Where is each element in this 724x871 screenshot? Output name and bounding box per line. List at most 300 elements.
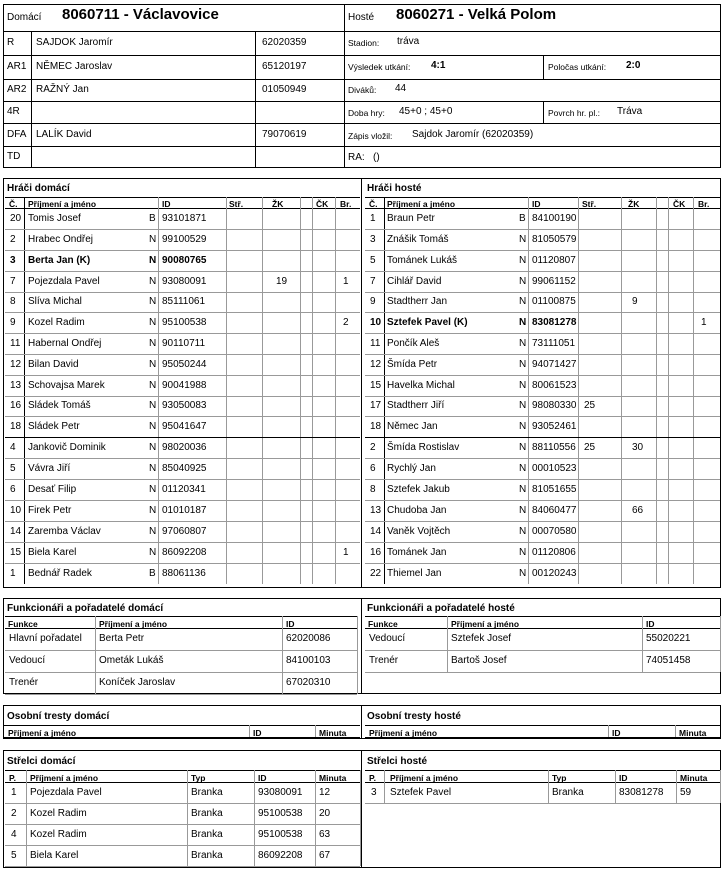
player-position: N (149, 275, 157, 287)
player-position: N (149, 316, 157, 328)
player-id: 98020036 (162, 441, 207, 453)
divider (365, 479, 720, 480)
divider (528, 197, 529, 584)
official-role: 4R (7, 106, 20, 117)
player-position: N (519, 462, 527, 474)
player-name: Sztefek Jakub (387, 483, 450, 495)
player-number: 12 (370, 358, 382, 370)
player-id: 99061152 (532, 275, 576, 287)
player-id: 93101871 (162, 212, 207, 224)
spectators-value: 44 (395, 83, 407, 94)
col-id: ID (612, 728, 621, 738)
divider (608, 725, 609, 737)
player-position: N (149, 525, 157, 537)
player-name: Pojezdala Pavel (28, 275, 100, 287)
player-number: 20 (10, 212, 22, 224)
player-position: N (149, 546, 157, 558)
player-number: 9 (10, 316, 16, 328)
official-id: 62020359 (262, 37, 307, 48)
player-id: 01120807 (532, 254, 576, 266)
player-number: 11 (370, 337, 381, 349)
divider (24, 197, 25, 584)
player-number: 16 (370, 546, 382, 558)
col-role: Funkce (368, 619, 398, 629)
player-name: Rychlý Jan (387, 462, 436, 474)
divider (543, 55, 544, 79)
player-name: Šmída Rostislav (387, 441, 460, 453)
result-label: Výsledek utkání: (348, 62, 411, 72)
player-id: 01120341 (162, 483, 206, 495)
divider (3, 31, 721, 32)
halftime-label: Poločas utkání: (548, 62, 607, 72)
scorers-title: Střelci domácí (7, 756, 76, 767)
functionary-id: 67020310 (286, 677, 331, 688)
player-number: 8 (370, 483, 376, 495)
player-number: 15 (10, 546, 22, 558)
official-role: AR2 (7, 84, 27, 95)
col-name: Příjmení a jméno (451, 619, 520, 629)
player-position: N (519, 504, 527, 516)
player-position: N (519, 296, 527, 307)
player-number: 13 (370, 504, 382, 516)
player-id: 00070580 (532, 525, 577, 537)
divider (249, 725, 250, 737)
col-name: Příjmení a jméno (387, 199, 456, 209)
scorer-name: Kozel Radim (30, 807, 87, 819)
player-id: 81050579 (532, 233, 577, 245)
col-minute: Minuta (679, 728, 707, 738)
official-id: 79070619 (262, 128, 307, 140)
player-position: N (149, 337, 157, 349)
divider (621, 197, 622, 584)
player-position: N (519, 337, 527, 349)
player-id: 01100875 (532, 296, 576, 307)
col-id: ID (258, 773, 267, 783)
divider (344, 123, 721, 124)
col-br: Br. (340, 199, 352, 209)
divider (5, 616, 357, 617)
divider (3, 55, 344, 56)
duration-label: Doba hry: (348, 108, 385, 118)
divider (5, 375, 360, 376)
col-minute: Minuta (319, 728, 347, 738)
player-name: Thiemel Jan (387, 567, 442, 579)
player-id: 98080330 (532, 400, 577, 411)
player-id: 97060807 (162, 525, 207, 537)
divider (5, 628, 357, 629)
player-id: 00010523 (532, 462, 577, 474)
divider (226, 197, 227, 584)
divider (344, 4, 345, 168)
player-name: Jankovič Dominik (28, 441, 106, 453)
players-box (3, 178, 721, 588)
player-name: Stadtherr Jan (387, 296, 448, 307)
col-ck: ČK (316, 199, 329, 209)
official-name: RAŽNÝ Jan (36, 84, 89, 95)
divider (668, 197, 669, 584)
player-name: Chudoba Jan (387, 504, 447, 516)
stadium-value: tráva (397, 36, 420, 47)
divider (365, 616, 720, 617)
player-id: 95041647 (162, 420, 207, 432)
duration-value: 45+0 ; 45+0 (399, 106, 453, 117)
players-title: Hráči domácí (7, 183, 70, 194)
player-id: 93052461 (532, 420, 577, 432)
player-id: 88110556 (532, 441, 576, 453)
official-id: 01050949 (262, 84, 307, 95)
divider (5, 416, 360, 417)
functionary-role: Hlavní pořadatel (9, 633, 82, 644)
col-ck: ČK (673, 199, 686, 209)
divider (365, 803, 720, 804)
player-number: 1 (370, 212, 376, 224)
player-position: N (519, 546, 527, 558)
scorer-order: 3 (371, 786, 377, 798)
player-name: Stadtherr Jiří (387, 400, 445, 411)
scorer-order: 5 (11, 849, 17, 861)
divider (5, 396, 360, 397)
divider (262, 197, 263, 584)
divider (158, 197, 159, 584)
player-number: 14 (370, 525, 382, 537)
player-name: Kozel Radim (28, 316, 85, 328)
player-id: 95050244 (162, 358, 207, 370)
player-name: Hrabec Ondřej (28, 233, 94, 245)
player-name: Berta Jan (K) (28, 254, 91, 266)
divider (384, 770, 385, 803)
divider (5, 479, 360, 480)
scorer-minute: 12 (319, 786, 331, 798)
scorer-name: Kozel Radim (30, 828, 87, 840)
players-title: Hráči hosté (367, 183, 422, 194)
player-position: N (149, 462, 157, 474)
player-number: 9 (370, 296, 376, 307)
divider (720, 770, 721, 803)
player-number: 5 (370, 254, 376, 266)
functionaries-title: Funkcionáři a pořadatelé domácí (7, 603, 164, 614)
player-name: Braun Petr (387, 212, 435, 224)
player-position: N (149, 483, 157, 495)
player-name: Vávra Jiří (28, 462, 71, 474)
player-number: 3 (10, 254, 16, 266)
player-number: 8 (10, 296, 16, 307)
player-yellow: 66 (632, 504, 644, 516)
player-number: 2 (10, 233, 16, 245)
player-sub: 25 (584, 441, 596, 453)
scorer-name: Biela Karel (30, 849, 79, 861)
col-name: Příjmení a jméno (99, 619, 168, 629)
functionary-name: Ometák Lukáš (99, 655, 164, 666)
divider (5, 521, 360, 522)
player-id: 01010187 (162, 504, 207, 516)
scorers-title: Střelci hosté (367, 756, 428, 767)
result-value: 4:1 (431, 60, 446, 71)
col-p: P. (369, 773, 376, 783)
col-id: ID (286, 619, 295, 629)
player-name: Firek Petr (28, 504, 72, 516)
divider (3, 79, 344, 80)
player-name: Schovajsa Marek (28, 379, 105, 391)
official-id: 65120197 (262, 61, 307, 72)
scorer-id: 83081278 (619, 786, 664, 798)
ra-value: () (373, 152, 380, 163)
player-name: Šmída Petr (387, 358, 438, 370)
divider (365, 416, 720, 417)
player-name: Tománek Lukáš (387, 254, 458, 266)
divider (5, 770, 360, 771)
player-name: Pončík Aleš (387, 337, 440, 349)
functionary-id: 74051458 (646, 655, 691, 666)
divider (365, 563, 720, 564)
official-role: DFA (7, 128, 27, 140)
ra-label: RA: (348, 152, 365, 163)
col-zk: ŽK (272, 199, 284, 209)
scorer-order: 1 (11, 786, 17, 798)
player-goals: 1 (343, 546, 349, 558)
player-number: 22 (370, 567, 382, 579)
divider (676, 770, 677, 803)
divider (675, 725, 676, 737)
divider (578, 197, 579, 584)
player-id: 80061523 (532, 379, 577, 391)
divider (26, 770, 27, 866)
player-position: N (519, 420, 527, 432)
player-number: 15 (370, 379, 382, 391)
player-name: Zaremba Václav (28, 525, 101, 537)
divider (720, 616, 721, 672)
player-name: Vaněk Vojtěch (387, 525, 451, 537)
divider (344, 101, 721, 102)
player-position: N (149, 420, 157, 432)
divider (344, 146, 721, 147)
divider (693, 197, 694, 584)
divider (31, 31, 32, 168)
scorer-minute: 20 (319, 807, 331, 819)
player-id: 94071427 (532, 358, 577, 370)
divider (335, 197, 336, 584)
col-id: ID (532, 199, 541, 209)
divider (312, 197, 313, 584)
divider (300, 197, 301, 584)
col-id: ID (619, 773, 628, 783)
player-position: N (519, 483, 527, 495)
scorer-id: 95100538 (258, 807, 303, 819)
player-goals: 1 (343, 275, 349, 287)
player-yellow: 19 (276, 275, 288, 287)
divider (5, 866, 360, 867)
player-id: 90080765 (162, 254, 207, 266)
col-br: Br. (698, 199, 710, 209)
recorded-value: Sajdok Jaromír (62020359) (412, 129, 534, 140)
divider (5, 271, 360, 272)
col-id: ID (253, 728, 262, 738)
player-position: N (519, 275, 527, 287)
home-label: Domácí (7, 12, 42, 23)
player-number: 14 (10, 525, 22, 537)
player-number: 17 (370, 400, 382, 411)
player-position: N (519, 441, 527, 453)
player-name: Tománek Jan (387, 546, 447, 558)
functionary-name: Koníček Jaroslav (99, 677, 176, 688)
player-id: 86092208 (162, 546, 207, 558)
player-position: N (519, 358, 527, 370)
divider (315, 770, 316, 866)
divider (5, 250, 360, 251)
scorer-type: Branka (191, 807, 223, 819)
divider (95, 616, 96, 694)
divider (3, 146, 344, 147)
col-p: P. (9, 773, 16, 783)
divider (3, 101, 344, 102)
player-name: Havelka Michal (387, 379, 455, 391)
player-id: 90041988 (162, 379, 207, 391)
col-st: Stř. (582, 199, 597, 209)
divider (365, 650, 720, 651)
col-name: Příjmení a jméno (30, 773, 99, 783)
player-id: 01120806 (532, 546, 576, 558)
col-name: Příjmení a jméno (28, 199, 97, 209)
player-sub: 25 (584, 400, 596, 411)
player-id: 81051655 (532, 483, 577, 495)
player-name: Tomis Josef (28, 212, 81, 224)
divider (365, 396, 720, 397)
divider (360, 770, 361, 866)
divider (282, 616, 283, 694)
divider (5, 333, 360, 334)
functionary-id: 62020086 (286, 633, 331, 644)
divider (361, 705, 362, 739)
player-goals: 2 (343, 316, 349, 328)
player-position: N (149, 400, 157, 411)
divider (5, 650, 357, 651)
divider (344, 55, 721, 56)
away-team: 8060271 - Velká Polom (396, 6, 557, 23)
col-type: Typ (552, 773, 567, 783)
divider (365, 500, 720, 501)
functionary-role: Trenér (369, 655, 399, 666)
divider (5, 563, 360, 564)
player-number: 12 (10, 358, 22, 370)
official-name: NĚMEC Jaroslav (36, 61, 113, 72)
player-number: 6 (370, 462, 376, 474)
functionary-name: Sztefek Josef (451, 633, 512, 644)
functionary-role: Vedoucí (9, 655, 46, 666)
divider (384, 197, 385, 584)
functionary-role: Trenér (9, 677, 39, 688)
divider (447, 616, 448, 672)
player-yellow: 9 (632, 296, 638, 307)
divider (656, 197, 657, 584)
home-team: 8060711 - Václavovice (62, 6, 219, 23)
player-position: N (149, 379, 157, 391)
player-position: N (519, 233, 527, 245)
home-penalties-title: Osobní tresty domácí (7, 711, 110, 722)
divider (361, 750, 362, 868)
divider (365, 333, 720, 334)
player-id: 93050083 (162, 400, 207, 411)
divider (5, 845, 360, 846)
scorer-order: 4 (11, 828, 17, 840)
divider (365, 375, 720, 376)
player-id: 83081278 (532, 316, 577, 328)
scorer-order: 2 (11, 807, 17, 819)
player-number: 3 (370, 233, 376, 245)
player-position: N (149, 358, 157, 370)
player-position: N (149, 504, 157, 516)
divider (365, 458, 720, 459)
player-number: 2 (370, 441, 376, 453)
player-number: 13 (10, 379, 22, 391)
player-number: 7 (10, 275, 16, 287)
official-role: AR1 (7, 61, 27, 72)
player-number: 1 (10, 567, 16, 579)
player-goals: 1 (701, 316, 707, 328)
divider (365, 271, 720, 272)
player-id: 73111051 (532, 337, 576, 349)
divider (365, 770, 720, 771)
divider (365, 437, 720, 438)
divider (5, 458, 360, 459)
col-no: Č. (369, 199, 378, 209)
divider (365, 628, 720, 629)
player-position: N (519, 400, 527, 411)
divider (361, 598, 362, 694)
player-number: 11 (10, 337, 21, 349)
player-position: B (519, 212, 526, 224)
col-zk: ŽK (628, 199, 640, 209)
divider (344, 79, 721, 80)
divider (5, 824, 360, 825)
divider (254, 770, 255, 866)
player-id: 85111061 (162, 296, 206, 307)
functionary-id: 84100103 (286, 655, 331, 666)
col-id: ID (162, 199, 171, 209)
divider (365, 672, 720, 673)
divider (187, 770, 188, 866)
player-position: N (149, 233, 157, 245)
away-penalties-title: Osobní tresty hosté (367, 711, 461, 722)
player-id: 88061136 (162, 567, 206, 579)
functionary-id: 55020221 (646, 633, 691, 644)
scorers-box (3, 750, 721, 868)
surface-label: Povrch hr. pl.: (548, 108, 600, 118)
col-id: ID (646, 619, 655, 629)
player-number: 10 (370, 316, 382, 328)
col-no: Č. (9, 199, 18, 209)
player-position: B (149, 212, 156, 224)
player-yellow: 30 (632, 441, 644, 453)
player-name: Bednář Radek (28, 567, 92, 579)
scorer-minute: 63 (319, 828, 331, 840)
col-role: Funkce (8, 619, 38, 629)
player-name: Znášik Tomáš (387, 233, 449, 245)
player-name: Sládek Petr (28, 420, 80, 432)
divider (3, 123, 344, 124)
player-position: N (149, 296, 157, 307)
divider (5, 437, 360, 438)
scorer-id: 95100538 (258, 828, 303, 840)
player-name: Sládek Tomáš (28, 400, 91, 411)
functionary-name: Berta Petr (99, 633, 145, 644)
scorer-id: 86092208 (258, 849, 303, 861)
player-position: N (149, 254, 157, 266)
player-number: 7 (370, 275, 376, 287)
player-name: Slíva Michal (28, 296, 82, 307)
player-name: Habernal Ondřej (28, 337, 102, 349)
player-name: Němec Jan (387, 420, 438, 432)
divider (5, 542, 360, 543)
player-position: B (149, 567, 156, 579)
